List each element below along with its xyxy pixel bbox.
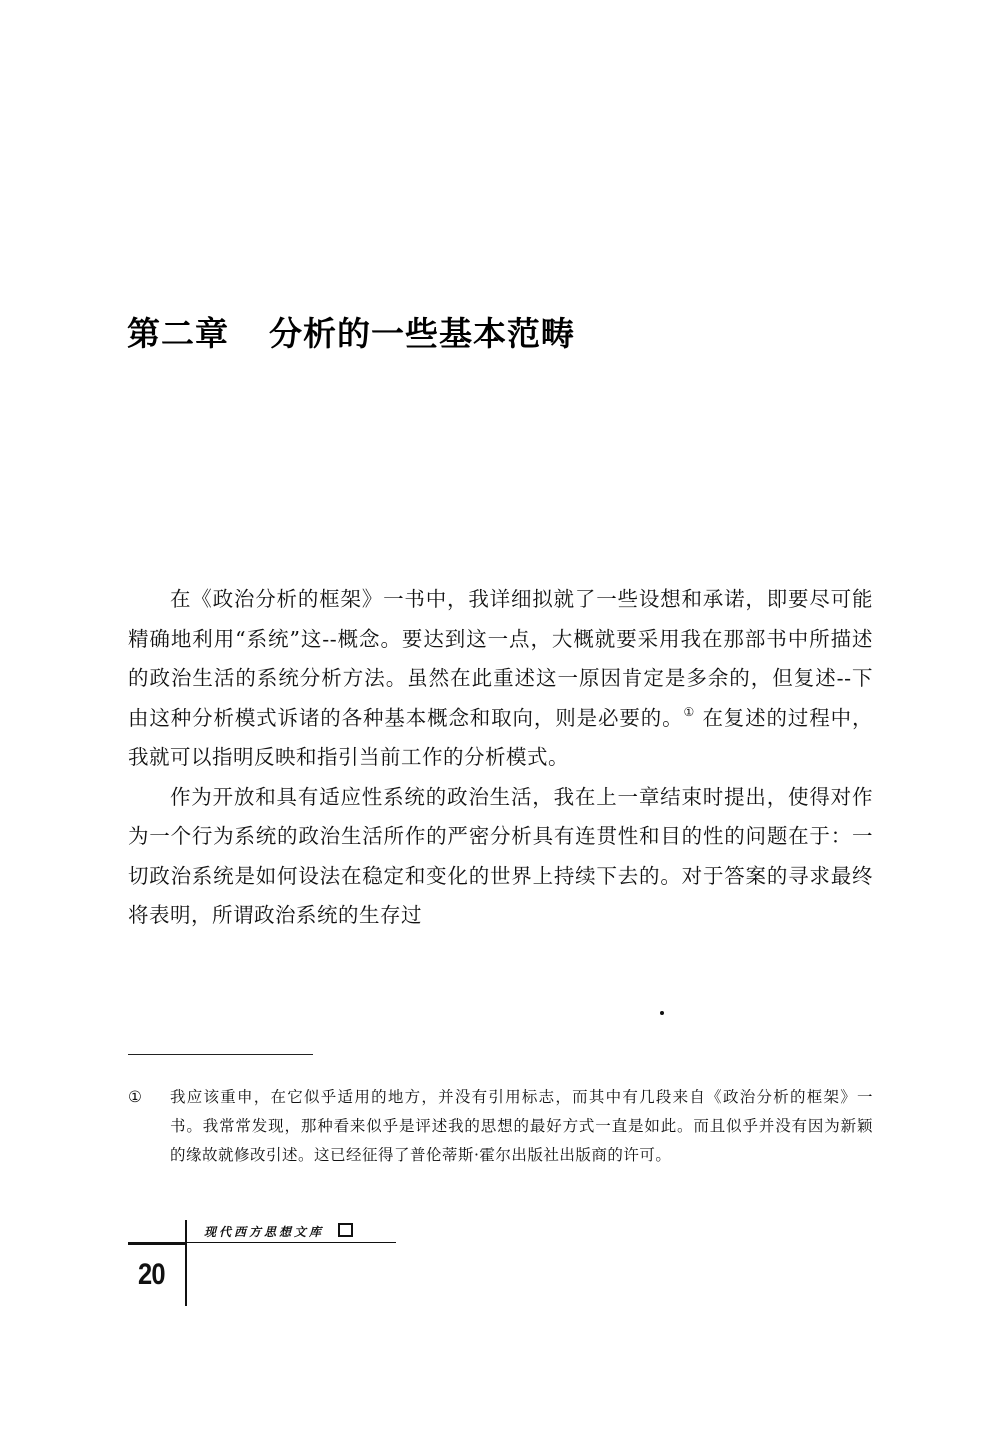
footnote-text: 我应该重申，在它似乎适用的地方，并没有引用标志，而其中有几段来自《政治分析的框架》一书。我常常发现，那种看来似乎是评述我的思想的最好方式一直是如此。而且似乎并没有因为新颖的缘故就修改引述。这已经征得了普伦蒂斯·霍尔出版社出版商的许可。 — [170, 1088, 873, 1164]
footer-rule — [184, 1242, 396, 1243]
series-title: 现代西方思想文库 — [204, 1225, 325, 1239]
footnote — [128, 1083, 873, 1170]
paragraph-2: 作为开放和具有适应性系统的政治生活，我在上一章结束时提出，使得对作为一个行为系统的政治生活所作的严密分析具有连贯性和目的性的问题在于：一切政治系统是如何设法在稳定和变化的世界上持续下去的。对于答案的寻求最终将表明，所谓政治系统的生存过 — [128, 784, 873, 927]
series-name — [204, 1223, 353, 1240]
chapter-title: 分析的一些基本范畴 — [269, 314, 575, 353]
footnote-separator — [128, 1054, 313, 1055]
paragraph-1-continuation: 在复述的过程中，我就可以指明反映和指引当前工作的分析模式。 — [128, 705, 873, 769]
series-logo-icon — [338, 1223, 353, 1237]
paragraph-1-text: 在《政治分析的框架》一书中，我详细拟就了一些设想和承诺，即要尽可能精确地利用“系统”这--概念。要达到这一点，大概就要采用我在那部书中所描述的政治生活的系统分析方法。虽然在此重述这一原因肯定是多余的，但复述--下由这种分析模式诉诸的各种基本概念和取向，则是必要的。 — [128, 587, 873, 730]
chapter-number: 第二章 — [127, 314, 229, 353]
print-speck — [660, 1011, 664, 1015]
page-footer — [128, 1220, 428, 1310]
footnote-reference[interactable]: ① — [683, 704, 696, 719]
paragraph-1 — [128, 580, 873, 778]
footer-thick-rule — [128, 1242, 186, 1245]
body-text — [128, 580, 873, 936]
chapter-heading — [127, 308, 827, 355]
footer-vertical-rule — [185, 1220, 187, 1306]
page-number: 20 — [138, 1258, 165, 1291]
footnote-marker: ① — [128, 1088, 142, 1106]
